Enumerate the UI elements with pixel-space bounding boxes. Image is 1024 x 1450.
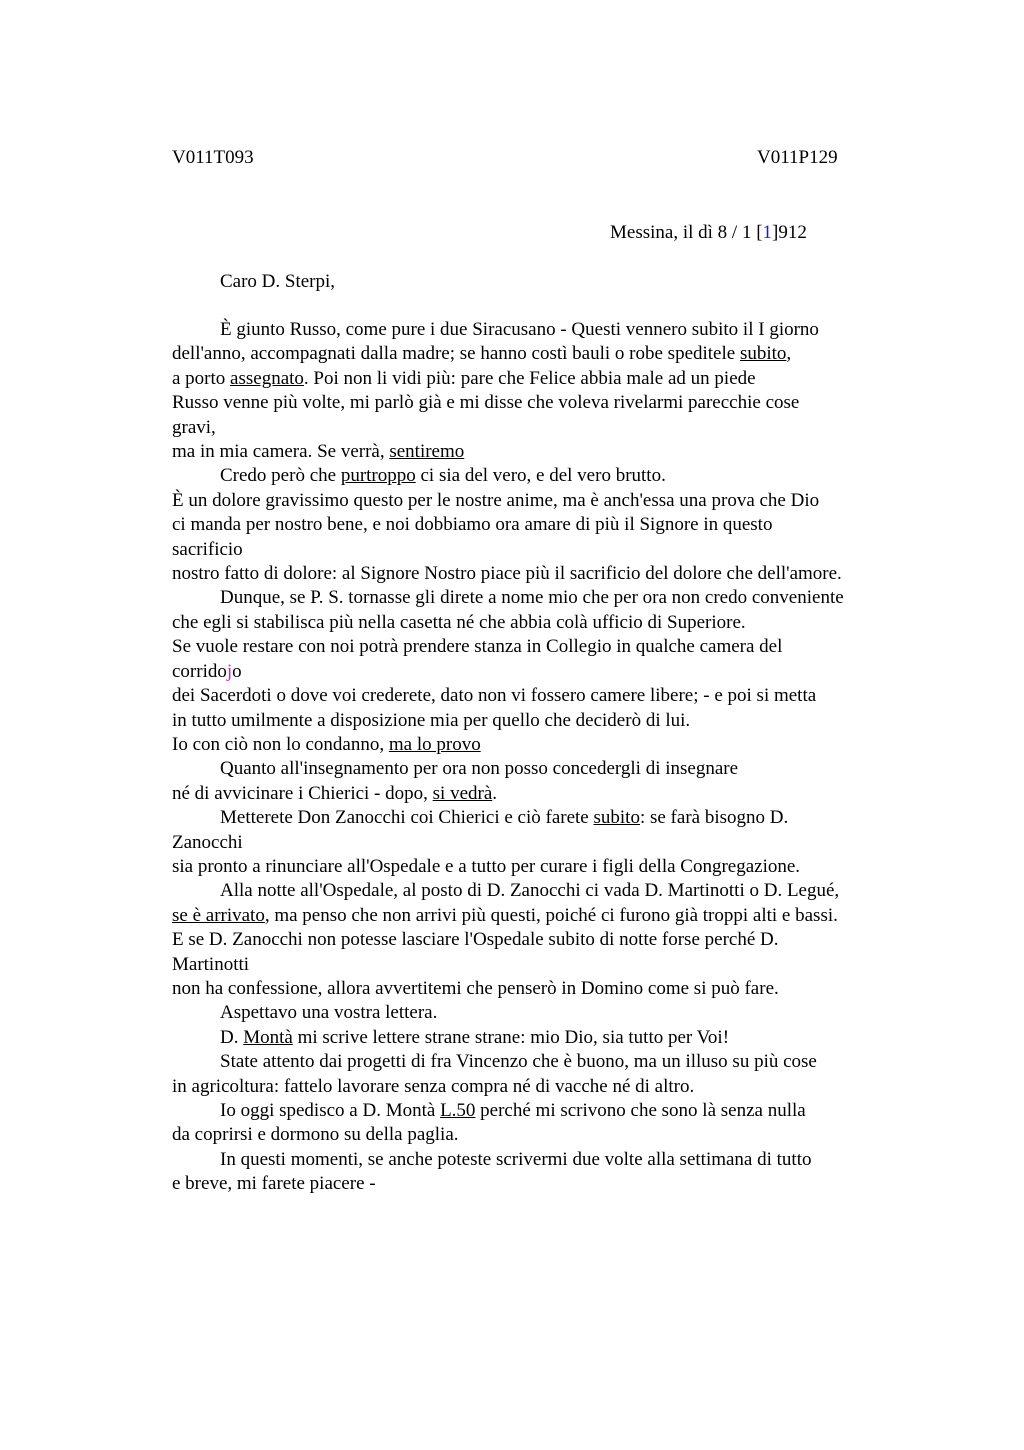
line-text: dei Sacerdoti o dove voi crederete, dato non vi fossero camere libere; - e poi si metta	[172, 685, 817, 707]
line-text: che egli si stabilisca più nella casetta né che abbia colà ufficio di Superiore.	[172, 611, 746, 633]
line-text: ci sia del vero, e del vero brutto.	[415, 465, 666, 487]
date-prefix: Messina, il dì 8 / 1 [	[610, 222, 763, 243]
line-text: Credo però che	[220, 465, 341, 487]
line-text: : se farà bisogno D.	[639, 807, 789, 829]
line-text: , ma penso che non arrivi più questi, poiché ci furono già troppi alti e bassi.	[264, 904, 838, 926]
line-text: in tutto umilmente a disposizione mia per quello che deciderò di lui.	[172, 709, 691, 731]
underlined-text: subito	[739, 343, 787, 365]
letter-line	[172, 586, 912, 610]
line-text: gravi,	[172, 416, 216, 438]
line-text: corrido	[172, 660, 227, 682]
line-text: perché mi scrivono che sono là senza nulla	[475, 1100, 806, 1121]
line-text: nostro fatto di dolore: al Signore Nostro piace più il sacrificio del dolore che dell'amore.	[172, 563, 842, 585]
date-suffix: ]912	[772, 222, 807, 243]
letter-line	[172, 391, 912, 415]
line-text: State attento dai progetti di fra Vincenzo che è buono, ma un illuso su più cose	[220, 1051, 817, 1073]
line-text: Aspettavo una vostra lettera.	[220, 1002, 438, 1024]
line-text: Io con ciò non lo condanno,	[172, 733, 389, 755]
date-bracket-digit: 1	[762, 222, 773, 243]
line-text: sia pronto a rinunciare all'Ospedale e a tutto per curare i figli della Congregazione.	[172, 855, 801, 877]
line-text: Zanocchi	[172, 831, 243, 853]
header-left-code: V011T093	[172, 147, 254, 168]
line-text: ma in mia camera. Se verrà,	[172, 441, 390, 463]
letter-line	[172, 782, 912, 806]
line-text: ci manda per nostro bene, e noi dobbiamo ora amare di più il Signore in questo	[172, 514, 773, 536]
letter-body	[172, 318, 912, 1197]
line-text: non ha confessione, allora avvertitemi che penserò in Domino come si può fare.	[172, 977, 779, 999]
underlined-text: sentiremo	[389, 441, 465, 463]
line-text: mi scrive lettere strane strane: mio Dio, sia tutto per Voi!	[292, 1026, 730, 1048]
line-text: dell'anno, accompagnati dalla madre; se hanno costì bauli o robe speditele	[172, 343, 740, 365]
underlined-text: se è arrivato	[172, 904, 265, 926]
line-text: Russo venne più volte, mi parlò già e mi disse che voleva rivelarmi parecchie cose	[172, 392, 800, 414]
letter-line	[172, 1172, 912, 1196]
line-text: in agricoltura: fattelo lavorare senza compra né di vacche né di altro.	[172, 1075, 695, 1097]
line-text: È un dolore gravissimo questo per le nostre anime, ma è anch'essa una prova che Dio	[172, 489, 820, 511]
letter-line	[172, 953, 912, 977]
line-text: Se vuole restare con noi potrà prendere stanza in Collegio in qualche camera del	[172, 636, 783, 658]
letter-line	[172, 635, 912, 659]
line-text: .	[492, 782, 498, 804]
line-text: . Poi non li vidi più: pare che Felice abbia male ad un piede	[303, 367, 756, 389]
underlined-text: Montà	[243, 1026, 293, 1048]
line-text: È giunto Russo, come pure i due Siracusano - Questi vennero subito il I giorno	[220, 319, 819, 340]
letter-date	[610, 221, 807, 245]
letter-line	[172, 464, 912, 488]
line-text: Quanto all'insegnamento per ora non posso concedergli di insegnare	[220, 758, 739, 780]
line-text: Io oggi spedisco a D. Montà	[220, 1100, 441, 1121]
underlined-text: purtroppo	[340, 465, 416, 487]
underlined-text: ma lo provo	[388, 733, 481, 755]
letter-line	[172, 660, 912, 684]
letter-line	[172, 440, 912, 464]
letter-line	[172, 1123, 912, 1147]
line-text: da coprirsi e dormono su della paglia.	[172, 1124, 459, 1146]
header-right-code: V011P129	[757, 147, 838, 168]
line-text: né di avvicinare i Chierici - dopo,	[172, 782, 433, 804]
letter-line	[172, 342, 912, 366]
letter-line	[172, 513, 912, 537]
letter-line	[172, 538, 912, 562]
line-text: ,	[786, 343, 792, 365]
underlined-text: subito	[593, 807, 640, 829]
letter-line	[172, 1026, 912, 1050]
line-text: D.	[220, 1026, 244, 1048]
letter-line	[172, 806, 912, 830]
letter-line	[172, 416, 912, 440]
line-text: a porto	[172, 367, 231, 389]
letter-line	[172, 1001, 912, 1025]
letter-line	[172, 904, 912, 928]
line-text: Dunque, se P. S. tornasse gli direte a nome mio che per ora non credo conveniente	[220, 587, 844, 609]
line-text: j	[226, 660, 233, 682]
underlined-text: L.50	[440, 1100, 476, 1121]
line-text: Alla notte all'Ospedale, al posto di D. Zanocchi ci vada D. Martinotti o D. Legué,	[220, 880, 840, 902]
letter-line	[172, 855, 912, 879]
letter-line	[172, 489, 912, 513]
letter-line	[172, 831, 912, 855]
letter-line	[172, 879, 912, 903]
salutation: Caro D. Sterpi,	[220, 271, 336, 292]
line-text: e breve, mi farete piacere -	[172, 1173, 376, 1195]
letter-line	[172, 928, 912, 952]
letter-line	[172, 1099, 912, 1123]
letter-line	[172, 977, 912, 1001]
line-text: o	[232, 660, 242, 682]
underlined-text: assegnato	[230, 367, 304, 389]
letter-line	[172, 1075, 912, 1099]
line-text: sacrificio	[172, 538, 243, 560]
letter-line	[172, 367, 912, 391]
letter-line	[172, 562, 912, 586]
letter-line	[172, 1050, 912, 1074]
underlined-text: si vedrà	[432, 782, 493, 804]
line-text: Martinotti	[172, 953, 250, 975]
letter-line	[172, 733, 912, 757]
line-text: In questi momenti, se anche poteste scrivermi due volte alla settimana di tutto	[220, 1148, 812, 1170]
letter-line	[172, 318, 912, 342]
line-text: E se D. Zanocchi non potesse lasciare l'Ospedale subito di notte forse perché D.	[172, 929, 779, 951]
letter-line	[172, 684, 912, 708]
letter-line	[172, 611, 912, 635]
line-text: Metterete Don Zanocchi coi Chierici e ciò farete	[220, 807, 594, 829]
letter-line	[172, 1148, 912, 1172]
letter-line	[172, 757, 912, 781]
letter-line	[172, 709, 912, 733]
